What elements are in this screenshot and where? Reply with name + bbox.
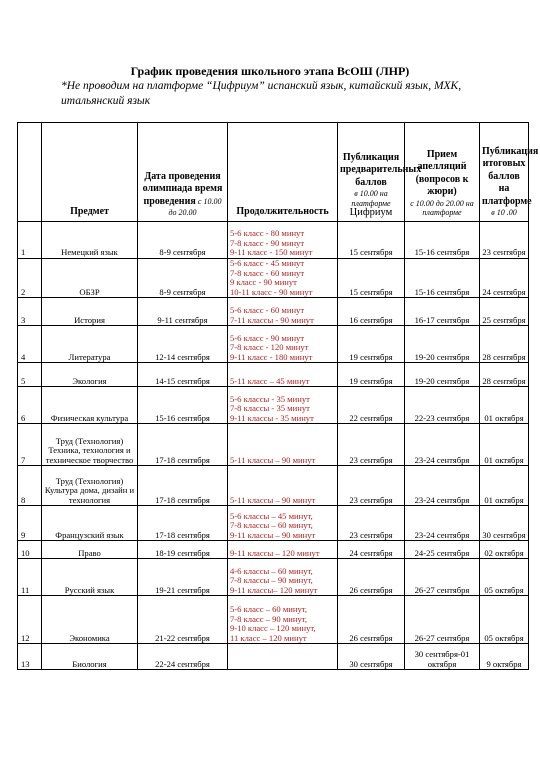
date-cell: 8-9 сентября	[138, 259, 228, 298]
appeal-dates-cell: 19-20 сентября	[405, 326, 480, 363]
duration-line: 9-11 классы - 35 минут	[230, 412, 314, 423]
final-date-cell: 01 октября	[480, 466, 529, 506]
duration-line: 9-11 класс - 180 минут	[230, 351, 313, 362]
duration-line: 5-6 класс - 90 минут	[230, 332, 305, 343]
prelim-date-cell: 15 сентября	[338, 259, 405, 298]
table-row	[18, 326, 529, 363]
appeal-dates-cell: 23-24 сентября	[405, 466, 480, 506]
subject-cell: Биология	[42, 644, 138, 670]
duration-line: 11 класс – 120 минут	[230, 632, 307, 643]
appeal-dates-cell: 19-20 сентября	[405, 363, 480, 387]
appeal-dates-cell: 30 сентября-01 октября	[405, 644, 480, 670]
final-date-cell: 28 сентября	[480, 326, 529, 363]
subject-cell: Экономика	[42, 596, 138, 644]
subject-cell: История	[42, 298, 138, 326]
final-date-cell: 23 сентября	[480, 222, 529, 259]
date-cell: 17-18 сентября	[138, 466, 228, 506]
duration-line: 7-8 классы – 90 минут,	[230, 575, 313, 586]
appeal-dates-cell: 22-23 сентября	[405, 387, 480, 424]
appeal-dates-cell: 15-16 сентября	[405, 259, 480, 298]
duration-cell	[228, 259, 338, 298]
date-cell: 17-18 сентября	[138, 424, 228, 466]
appeal-dates-cell: 24-25 сентября	[405, 541, 480, 559]
duration-cell	[228, 506, 338, 541]
table-row	[18, 259, 529, 298]
prelim-date-cell: 26 сентября	[338, 596, 405, 644]
date-cell: 15-16 сентября	[138, 387, 228, 424]
duration-cell	[228, 326, 338, 363]
duration-line: 5-6 классы – 45 минут,	[230, 510, 313, 521]
duration-line: 5-6 классы - 35 минут	[230, 393, 310, 404]
duration-cell	[228, 559, 338, 596]
prelim-date-cell: 22 сентября	[338, 387, 405, 424]
row-number: 5	[18, 363, 42, 387]
duration-line: 5-6 класс - 45 минут	[230, 258, 305, 268]
row-number: 11	[18, 559, 42, 596]
header-subject: Предмет	[42, 123, 138, 222]
duration-cell	[228, 363, 338, 387]
header-duration: Продолжительность	[228, 123, 338, 222]
duration-line: 9-11 классы – 120 минут	[230, 547, 320, 558]
row-number: 7	[18, 424, 42, 466]
appeal-dates-cell: 16-17 сентября	[405, 298, 480, 326]
duration-cell	[228, 387, 338, 424]
duration-line: 9-11 класс - 150 минут	[230, 247, 313, 258]
prelim-date-cell: 24 сентября	[338, 541, 405, 559]
row-number: 3	[18, 298, 42, 326]
date-cell: 19-21 сентября	[138, 559, 228, 596]
duration-cell	[228, 596, 338, 644]
duration-line: 5-6 класс – 60 минут,	[230, 604, 308, 614]
duration-line: 7-8 классы – 60 минут,	[230, 520, 313, 531]
duration-line: 7-8 класс – 90 минут,	[230, 613, 308, 624]
appeal-dates-cell: 23-24 сентября	[405, 424, 480, 466]
header-final: Публикация итоговых баллов на платформе в 10 .00	[480, 123, 529, 222]
appeal-dates-cell: 23-24 сентября	[405, 506, 480, 541]
subject-cell: Труд (Технология) Техника, технология и техническое творчество	[42, 424, 138, 466]
date-cell: 8-9 сентября	[138, 222, 228, 259]
row-number: 6	[18, 387, 42, 424]
table-row	[18, 644, 529, 670]
table-row	[18, 559, 529, 596]
subject-cell: Русский язык	[42, 559, 138, 596]
duration-cell	[228, 644, 338, 670]
final-date-cell: 24 сентября	[480, 259, 529, 298]
table-row	[18, 541, 529, 559]
duration-cell	[228, 541, 338, 559]
duration-line: 7-8 классы - 35 минут	[230, 403, 310, 414]
header-row	[18, 123, 529, 222]
subject-cell: Литература	[42, 326, 138, 363]
table-row	[18, 222, 529, 259]
prelim-date-cell: 26 сентября	[338, 559, 405, 596]
date-cell: 14-15 сентября	[138, 363, 228, 387]
subject-cell: ОБЗР	[42, 259, 138, 298]
date-cell: 9-11 сентября	[138, 298, 228, 326]
subject-cell: Труд (Технология) Культура дома, дизайн и технология	[42, 466, 138, 506]
duration-cell	[228, 222, 338, 259]
row-number: 12	[18, 596, 42, 644]
date-cell: 12-14 сентября	[138, 326, 228, 363]
duration-cell	[228, 424, 338, 466]
row-number: 1	[18, 222, 42, 259]
page-title: График проведения школьного этапа ВсОШ (ЛНР)	[130, 64, 410, 78]
row-number: 2	[18, 259, 42, 298]
row-number: 13	[18, 644, 42, 670]
final-date-cell: 05 октября	[480, 559, 529, 596]
subject-cell: Французский язык	[42, 506, 138, 541]
duration-line: 9-10 класс – 120 минут,	[230, 623, 316, 634]
subject-cell: Физическая культура	[42, 387, 138, 424]
prelim-date-cell: 23 сентября	[338, 506, 405, 541]
prelim-date-cell: 19 сентября	[338, 326, 405, 363]
table-row	[18, 298, 529, 326]
schedule-body	[18, 222, 529, 670]
header-num	[18, 123, 42, 222]
header-date: Дата проведения олимпиада время проведения с 10.00 до 20.00	[138, 123, 228, 222]
date-cell: 22-24 сентября	[138, 644, 228, 670]
date-cell: 17-18 сентября	[138, 506, 228, 541]
appeal-dates-cell: 26-27 сентября	[405, 596, 480, 644]
row-number: 8	[18, 466, 42, 506]
row-number: 9	[18, 506, 42, 541]
table-row	[18, 466, 529, 506]
table-row	[18, 387, 529, 424]
header-prelim: Публикация предварительных баллов в 10.00 на платформе Цифриум	[338, 123, 405, 222]
duration-cell	[228, 466, 338, 506]
duration-line: 9-11 классы– 120 минут	[230, 584, 318, 595]
duration-line: 5-11 классы – 90 минут	[230, 494, 316, 505]
row-number: 10	[18, 541, 42, 559]
subject-cell: Право	[42, 541, 138, 559]
final-date-cell: 01 октября	[480, 387, 529, 424]
prelim-date-cell: 23 сентября	[338, 424, 405, 466]
table-row	[18, 424, 529, 466]
duration-line: 9-11 классы – 90 минут	[230, 529, 316, 540]
final-date-cell: 28 сентября	[480, 363, 529, 387]
schedule-table	[17, 122, 539, 670]
duration-line: 5-11 классы – 90 минут	[230, 454, 316, 465]
duration-cell	[228, 298, 338, 326]
duration-line: 9 класс - 90 минут	[230, 277, 297, 288]
duration-line: 7-8 класс - 60 минут	[230, 267, 305, 278]
prelim-date-cell: 16 сентября	[338, 298, 405, 326]
duration-line: 7-8 класс - 90 минут	[230, 237, 305, 248]
final-date-cell: 25 сентября	[480, 298, 529, 326]
prelim-date-cell: 19 сентября	[338, 363, 405, 387]
prelim-date-cell: 30 сентября	[338, 644, 405, 670]
table-row	[18, 363, 529, 387]
duration-line: 10-11 класс - 90 минут	[230, 286, 313, 297]
prelim-date-cell: 23 сентября	[338, 466, 405, 506]
duration-line: 4-6 классы – 60 минут,	[230, 565, 313, 576]
duration-line: 7-8 класс - 120 минут	[230, 342, 309, 353]
final-date-cell: 01 октября	[480, 424, 529, 466]
date-cell: 21-22 сентября	[138, 596, 228, 644]
final-date-cell: 9 октября	[480, 644, 529, 670]
date-cell: 18-19 сентября	[138, 541, 228, 559]
subject-cell: Экология	[42, 363, 138, 387]
duration-line: 5-11 класс – 45 минут	[230, 375, 310, 386]
duration-line: 5-6 класс - 80 минут	[230, 228, 305, 239]
table-row	[18, 506, 529, 541]
platform-note: *Не проводим на платформе “Цифриум” испанский язык, китайский язык, МХК, итальянский язык	[61, 80, 462, 107]
final-date-cell: 05 октября	[480, 596, 529, 644]
final-date-cell: 02 октября	[480, 541, 529, 559]
prelim-date-cell: 15 сентября	[338, 222, 405, 259]
appeal-dates-cell: 26-27 сентября	[405, 559, 480, 596]
row-number: 4	[18, 326, 42, 363]
table-row	[18, 596, 529, 644]
header-appeal: Прием апелляций (вопросов к жюри) с 10.00 до 20.00 на платформе	[405, 123, 480, 222]
appeal-dates-cell: 15-16 сентября	[405, 222, 480, 259]
duration-line: 7-11 классы - 90 минут	[230, 314, 314, 325]
subject-cell: Немецкий язык	[42, 222, 138, 259]
final-date-cell: 30 сентября	[480, 506, 529, 541]
duration-line: 5-6 класс - 60 минут	[230, 305, 305, 316]
